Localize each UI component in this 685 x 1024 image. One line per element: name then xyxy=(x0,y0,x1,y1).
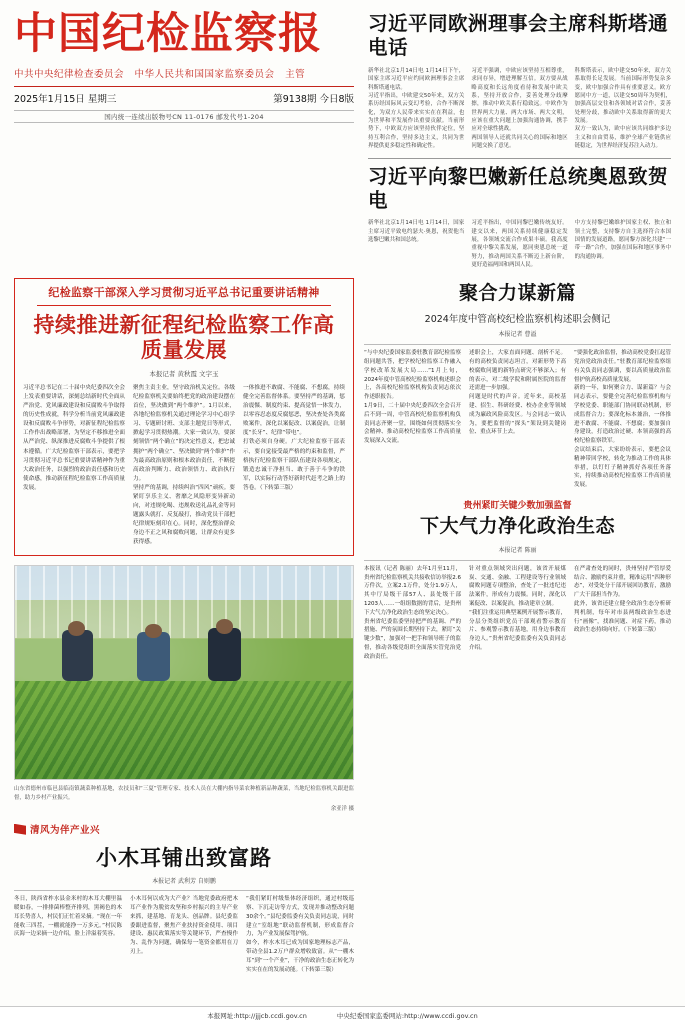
sponsor-3: 主管 xyxy=(285,69,306,81)
lead-headline: 持续推进新征程纪检监察工作高质量发展 xyxy=(33,311,335,362)
top-headline-1: 习近平同欧洲理事会主席科斯塔通电话 xyxy=(368,12,669,60)
greenhouse-photo xyxy=(14,565,354,780)
person-head-3 xyxy=(216,619,233,634)
masthead-meta xyxy=(14,91,354,105)
paragraph: “与中央纪委国家监委驻教育部纪检监察组同题共答，把学校纪检监察工作融入学校改革发展大局……”1月上旬，2024年度中管高校纪检监察机构述职会上，各高校纪检监察机构负责同志依次作述职报告。 xyxy=(364,350,461,401)
middle-right-headline: 聚合力谋新篇 xyxy=(458,281,576,304)
divider xyxy=(364,344,671,345)
bottom-right-col-3 xyxy=(574,565,671,662)
paragraph: 打铁必须自身硬。广大纪检监察干部表示，要自觉接受最严格的约束和监督，严格执行纪检监察干部队伍建设各项规定，锻造忠诚干净担当、敢于善于斗争的铁军，以实际行动答好新时代赶考之路上的答卷。（下转第三版） xyxy=(243,439,345,491)
paragraph: 此外，该省还建立健全政治生态分析研判机制，每年对市县两级政治生态进行“画像”，找准问题、对症下药，推动政治生态持续向好。（下转第三版） xyxy=(574,600,671,634)
top-article-2-col-2 xyxy=(471,219,567,269)
person-head-1 xyxy=(68,621,85,636)
middle-right-col-3 xyxy=(574,349,671,490)
lead-body xyxy=(23,384,345,547)
top-article-1-col-2 xyxy=(471,67,567,151)
photo-caption: 山东省德州市临邑县临南镇蔬菜种植基地，农技员和“三夏”管理专家、技术人员在大棚内指导菜农种植新品种蔬菜，当地纪检监察机关跟进监督，助力乡村产业振兴。 xyxy=(14,786,354,801)
lead-col-2 xyxy=(133,384,235,547)
paragraph: 针对重点领域突出问题，该省开展煤炭、交通、金融、工程建设等行业领域腐败问题专项整治，查处了一批违纪违法案件，形成有力震慑。同时，深化以案促改、以案促治，推动建章立制。 xyxy=(469,565,566,607)
paragraph: 1月9日，二十届中央纪委四次全会召开后不到一周，中管高校纪检监察机构负责同志齐聚一堂，围绕如何贯彻落实全会精神、推动高校纪检监察工作高质量发展深入交流。 xyxy=(364,403,461,445)
top-article-2-body xyxy=(368,219,671,269)
paragraph: 习近平指出，中欧建交50年来，双方关系历经国际风云变幻考验，合作不断深化，为双方人民带来实实在在利益，也为世界和平发展作出重要贡献。当前形势下，中欧双方应该坚持伙伴定位，坚持互利合作，坚持多边主义，共同为世界提供更多稳定性和确定性。 xyxy=(368,92,465,150)
masthead-sponsors xyxy=(14,66,354,80)
main-grid xyxy=(14,278,671,975)
lead-col-3 xyxy=(243,384,345,547)
paragraph: “我们注重运用典型案例开展警示教育，分层分类组织党员干部观看警示教育片、参观警示教育基地，用身边事教育身边人。”贵州省纪委监委有关负责同志介绍。 xyxy=(469,609,566,651)
divider xyxy=(364,560,671,561)
footer-bar xyxy=(0,1006,685,1024)
right-column xyxy=(364,278,671,975)
person-body-1 xyxy=(62,630,92,681)
paragraph: 会议结束后，大家纷纷表示，要把会议精神带回学校，转化为推动工作的具体举措，以钉钉子精神抓好各项任务落实，持续推动高校纪检监察工作高质量发展。 xyxy=(574,447,671,489)
paragraph: 习近平强调，中欧应该坚持互相尊重，求同存异，增进理解互信。双方要从战略高度和长远角度看待和发展中欧关系，坚持开放合作，妥善处理分歧摩擦，推动中欧关系行稳致远。中欧作为世界两大力量、两大市场、两大文明，应该在重大问题上加强沟通协调，携手应对全球性挑战。 xyxy=(471,67,568,133)
paragraph: 两国领导人还就共同关心的国际和地区问题交换了意见。 xyxy=(471,134,568,150)
bottom-right-byline: 本报记者 陈丽 xyxy=(498,546,537,554)
sponsor-2: 中华人民共和国国家监察委员会 xyxy=(134,69,275,81)
kicker-rule xyxy=(37,305,331,306)
person-body-2 xyxy=(137,632,171,681)
feature-headline: 小木耳铺出致富路 xyxy=(96,845,272,871)
paragraph: 习近平总书记在二十届中央纪委四次全会上发表重要讲话，深刻总结新时代全面从严治党、党风廉政建设和反腐败斗争取得的历史性成就，科学分析当前党风廉政建设和反腐败斗争形势，对新征程纪检监察工作作出战略部署，为坚定不移推进全面从严治党、纵深推进反腐败斗争提供了根本遵循。广大纪检监察干部表示，要把学习贯彻习近平总书记重要讲话精神作为重大政治任务，以强烈的政治责任感和历史使命感，推动新征程纪检监察工作高质量发展。 xyxy=(23,385,125,491)
paragraph: 小木耳何以成为大产业？当地党委政府把木耳产业作为脱贫攻坚和乡村振兴的主导产业来抓，建基地、育龙头、创品牌。县纪委监委跟进监督，聚焦产业扶持资金使用、项目建设、惠民政策落实等关键环节，严查慢作为、乱作为问题，确保每一笔资金都用在刀刃上。 xyxy=(130,896,238,956)
feature-body xyxy=(14,895,354,974)
paragraph: 冬日，陕西省柞水县金米村的木耳大棚里温暖如春，一排排菌棒整齐排列，黑褐色的木耳长势喜人，村民们正忙着采摘。“现在一年能收三四茬，一棚就能挣一万多元。”村民陈庆海一边采摘一边介绍，脸上洋溢着笑容。 xyxy=(14,896,122,938)
paragraph: “要强化政治监督，推动高校党委扛起管党治党政治责任。”驻教育部纪检监察组有关负责同志强调，要以高质量政治监督护航高校高质量发展。 xyxy=(574,350,671,383)
sponsor-1: 中共中央纪律检查委员会 xyxy=(14,69,125,81)
person-head-2 xyxy=(145,624,162,639)
paragraph: 问题是时代的声音。近年来，高校基建、招生、科研经费、校办企业等领域成为廉政风险高发区。与会同志一致认为，要把监督的“探头”架设到关键岗位、重点环节上去。 xyxy=(469,394,566,436)
lead-col-1 xyxy=(23,384,125,547)
middle-right-body xyxy=(364,349,671,490)
masthead xyxy=(14,10,671,270)
bottom-right-body xyxy=(364,565,671,662)
top-headline-2: 习近平向黎巴嫩新任总统奥恩致贺电 xyxy=(368,164,669,212)
paragraph: 新的一年，如何聚合力、谋新篇？与会同志表示，要健全完善纪检监察机构与学校党委、职能部门协同联动机制，形成监督合力；要深化标本兼治，一体推进不敢腐、不能腐、不想腐；要加强自身建设，打造政治过硬、本领高强的高校纪检监察铁军。 xyxy=(574,385,671,445)
feature-section-flag xyxy=(14,822,354,836)
paragraph: 一体推进不敢腐、不能腐、不想腐，持续健全完善监督体系。要坚持严的基调，惩治震慑、制度约束、提高觉悟一体发力，以零容忍态度反腐惩恶，坚决查处各类腐败案件，深化以案促改、以案促治，让制度“长牙”、纪律“带电”。 xyxy=(243,385,345,437)
photo-block xyxy=(14,565,354,812)
feature-col-2 xyxy=(130,895,238,974)
newspaper-title: 中国纪检监察报 xyxy=(14,9,322,59)
top-article-2-col-3 xyxy=(575,219,671,269)
bottom-right-kicker: 贵州紧盯关键少数加强监督 xyxy=(463,501,572,511)
top-article-1-col-1 xyxy=(368,67,464,151)
lead-kicker: 纪检监察干部深入学习贯彻习近平总书记重要讲话精神 xyxy=(48,285,320,299)
dateline: 新华社北京1月14日电 1月14日，国家主席习近平致电约瑟夫·奥恩，祝贺他当选黎巴嫩共和国总统。 xyxy=(368,220,465,243)
person-body-3 xyxy=(208,628,242,681)
paragraph: 习近平指出，中国同黎巴嫩传统友好。建交以来，两国关系持续健康稳定发展，各领域交流合作成果丰硕。我高度重视中黎关系发展，愿同奥恩总统一道努力，推动两国关系不断迈上新台阶，更好造福两国和两国人民。 xyxy=(471,220,568,269)
dateline: 新华社北京1月14日电 1月14日下午，国家主席习近平应约同欧洲理事会主席科斯塔通电话。 xyxy=(368,67,465,91)
photo-credit: 余亚洋 摄 xyxy=(330,806,354,813)
bottom-right-headline: 下大气力净化政治生态 xyxy=(419,515,615,537)
middle-right-subtitle: 2024年度中管高校纪检监察机构述职会侧记 xyxy=(424,314,611,326)
bottom-right-col-2 xyxy=(469,565,566,662)
middle-right-col-1 xyxy=(364,349,461,490)
paragraph: 本报讯（记者 陈丽）去年1月至11月，贵州省纪检监察机关共接收信访举报2.6万件次，立案2.1万件，处分1.9万人，其中厅局级干部57人、县处级干部1203人……一组组数据的背后，是贵州下大气力净化政治生态的坚定决心。 xyxy=(364,565,461,616)
paragraph: 科斯塔表示，欧中建交50年来，双方关系取得长足发展。当前国际形势复杂多变，欧中加强合作具有重要意义。欧方愿同中方一道，以建交50周年为契机，加强高层交往和各领域对话合作，妥善处理分歧，推动欧中关系取得新的更大发展。 xyxy=(574,67,671,124)
paragraph: 贵州省纪委监委坚持把严的基调、严的措施、严的氛围长期坚持下去，紧盯“关键少数”，加强对一把手和领导班子的监督，推动各级党组织全面落实管党治党政治责任。 xyxy=(364,618,461,660)
paragraph: 坚持严的基调，持续纠治“四风”顽疾。要紧盯享乐主义、奢靡之风隐形变异新动向，对违规吃喝、违规收送礼品礼金等问题露头就打、反复敲打，推动党员干部把纪律规矩刻印在心。同时，深化整治群众身边不正之风和腐败问题，让群众有更多获得感。 xyxy=(133,484,235,545)
feature-flag-label: 清风为伴产业兴 xyxy=(30,825,101,837)
paragraph: 如今，柞水木耳已成为国家地理标志产品，带动全县1.2万户群众增收致富。从“一棚木耳”到“一个产业”，干净的政治生态正转化为实实在在的发展动能。（下转第三版） xyxy=(246,940,354,973)
lead-byline: 本报记者 黄秋霞 文字玉 xyxy=(149,370,219,379)
divider xyxy=(14,890,354,891)
masthead-left xyxy=(14,10,354,270)
divider xyxy=(368,158,671,159)
masthead-rule xyxy=(14,86,354,87)
greenhouse-roof xyxy=(15,566,353,638)
issue-number: 第9138期 今日8版 xyxy=(273,94,354,106)
top-article-2-col-1 xyxy=(368,219,464,269)
paragraph: 述职会上，大家直面问题、剖析不足。有的高校负责同志坦言，对新形势下高校腐败问题的新特点研究不够深入；有的表示，对二级学院和附属医院的监督还需进一步加强。 xyxy=(469,350,566,392)
middle-right-byline: 本报记者 曹溢 xyxy=(498,331,537,339)
red-flag-icon xyxy=(14,824,26,835)
lead-article xyxy=(14,278,354,557)
paragraph: 在严肃查处的同时，贵州坚持严管厚爱结合、激励约束并重，精准运用“四种形态”，对受处分干部开展回访教育，激励广大干部担当作为。 xyxy=(574,565,671,599)
footer-site-1[interactable]: 本报网址:http://jjjcb.ccdi.gov.cn xyxy=(207,1012,307,1020)
left-column xyxy=(14,278,354,975)
footer-site-2[interactable]: 中央纪委国家监委网站:http://www.ccdi.gov.cn xyxy=(336,1012,478,1020)
feature-byline: 本报记者 武利芳 自则鹏 xyxy=(152,878,216,886)
bottom-right-col-1 xyxy=(364,565,461,662)
middle-right-col-2 xyxy=(469,349,566,490)
feature-col-1 xyxy=(14,895,122,974)
masthead-right xyxy=(354,10,671,270)
paragraph: “我们紧盯村级集体经济组织，通过村级巡察、下沉走访等方式，发现并推动整改问题30余个。”县纪委监委有关负责同志说，同时建立“室组地”联动监督机制，形成监督合力，为产业发展保驾护航。 xyxy=(246,896,354,938)
top-article-1-col-3 xyxy=(575,67,671,151)
registration-line: 国内统一连续出版物号CN 11-0176 邮发代号1-204 xyxy=(14,110,354,123)
paragraph: 聚焦主责主业，坚守政治机关定位。各级纪检监察机关要始终把党的政治建设摆在首位，坚决做到“两个维护”。1月以来，各地纪检监察机关通过理论学习中心组学习、专题研讨班、支部主题党日等形式，掀起学习贯彻热潮。大家一致认为，要深刻领悟“两个确立”的决定性意义，把忠诚拥护“两个确立”、坚决做到“两个维护”作为最高政治原则和根本政治责任，不断提高政治判断力、政治领悟力、政治执行力。 xyxy=(133,385,235,482)
paragraph: 中方支持黎巴嫩维护国家主权、独立和领土完整，支持黎方自主选择符合本国国情的发展道路，愿同黎方深化共建“一带一路”合作，加强在国际和地区事务中的沟通协调。 xyxy=(574,220,671,260)
vegetable-crop xyxy=(15,681,353,779)
paragraph: 双方一致认为，欧中应该共同维护多边主义和自由贸易，维护全球产业链供应链稳定，为世界经济复苏注入动力。 xyxy=(574,126,671,150)
top-article-1-body xyxy=(368,67,671,151)
feature-col-3 xyxy=(246,895,354,974)
publication-date: 2025年1月15日 星期三 xyxy=(14,94,117,106)
